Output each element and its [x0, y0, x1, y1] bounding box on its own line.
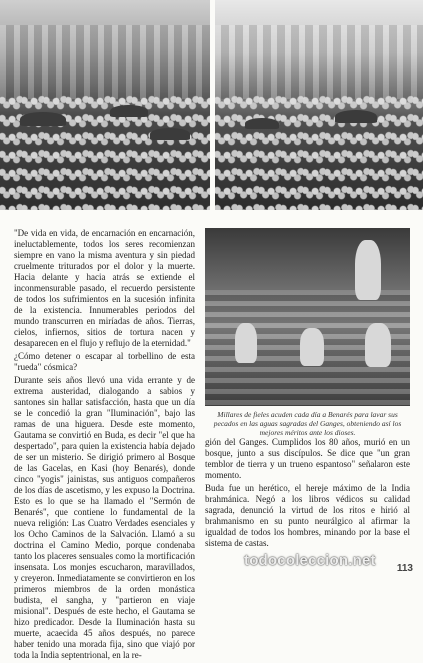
- article-right-column: [205, 437, 410, 551]
- umbrella-shape: [20, 112, 66, 126]
- temple-background: [215, 25, 423, 99]
- crowd-by-temple-photo: [215, 0, 423, 210]
- page-number: 113: [396, 563, 413, 574]
- umbrella-shape: [150, 128, 190, 140]
- umbrella-shape: [245, 118, 279, 129]
- article-paragraph: gión del Ganges. Cumplidos los 80 años, murió en un bosque, junto a sus discípulos. Se dice que "un gran temblor de tierra y un trueno espantoso" señalaron este momento.: [205, 437, 410, 480]
- crowd-texture: [215, 95, 423, 211]
- watermark: todocoleccion.net: [244, 552, 376, 569]
- umbrella-shape: [110, 105, 148, 117]
- photo-caption: Millares de fieles acuden cada día a Benarés para lavar sus pecados en las aguas sagradas del Ganges, obteniendo así los mejores méritos ante los dioses.: [213, 410, 402, 437]
- bathers-on-steps-photo: [205, 228, 410, 406]
- umbrella-shape: [335, 110, 377, 123]
- seated-figure: [365, 323, 391, 367]
- crowd-at-ghats-photo: [0, 0, 210, 210]
- article-paragraph: Buda fue un herético, el hereje máximo de la India brahmánica. Negó a los libros védicos su calidad sagrada, denunció la virtud de los ritos e hirió al brahmanismo en su punto neurálgico al afirmar la igualdad de todos los hombres, minando por la base el sistema de castas.: [205, 483, 410, 548]
- seated-figure: [300, 328, 324, 366]
- standing-figure: [355, 240, 381, 300]
- article-paragraph: ¿Cómo detener o escapar al torbellino de esta "rueda" cósmica?: [14, 351, 195, 372]
- article-paragraph: "De vida en vida, de encarnación en encarnación, ineluctablemente, todos los seres recomienzan siempre en vano la misma aventura y sin piedad cruelmente triturados por el dolor y la muerte. Hacia delante y hacia atrás se extiende el inconmensurable pasado, el recuerdo persistente de todos los sufrimientos en la sucesión infinita de la existencia. Innumerables periodos del mundo transcurren en miríadas de años. Tierras, cielos, infiernos, sitios de tortura nacen y desaparecen en el flujo y reflujo de la eternidad.": [14, 228, 195, 348]
- article-paragraph: Durante seis años llevó una vida errante y de extrema austeridad, dialogando a sabios y santones sin hallar satisfacción, hasta que un día se le concedió la gran "Iluminación", bajo las ramas de una higuera. Desde este momento, Gautama se convirtió en Buda, es decir "el que ha despertado", para quien la existencia había dejado de ser un misterio. Se dirigió primero al Bosque de las Gacelas, en Kasi (hoy Benarés), donde cinco "yogis" jainistas, sus antiguos compañeros de los días de ascetismo, y les expuso la Doctrina. Esto es lo que se ha llamado el "Sermón de Benarés", que contiene lo fundamental de la nueva religión: Las Cuatro Verdades esenciales y los Ocho Caminos de la Salvación. Llamó a su doctrina el Camino Medio, porque condenaba tanto los placeres sensuales como la mortificación insensata. Los monjes escucharon, maravillados, y creyeron. Inmediatamente se convirtieron en los primeros miembros de la orden monástica budista, el sangha, y "partieron en viaje misional". Después de este hecho, el Gautama se hizo predicador. Desde la Iluminación hasta su muerte, acaecida 45 años después, no parece haber tenido una morada fija, sino que viajó por toda la India septentrional, en la re-: [14, 375, 195, 660]
- article-left-column: [14, 228, 195, 663]
- buildings-background: [0, 25, 210, 99]
- seated-figure: [235, 323, 257, 363]
